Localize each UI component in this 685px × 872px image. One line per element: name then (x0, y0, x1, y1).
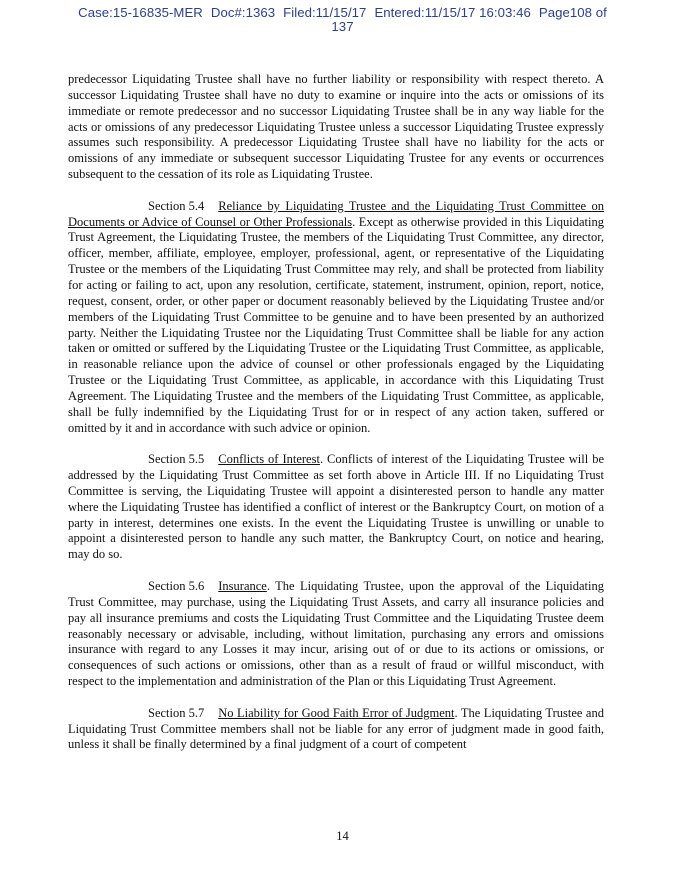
section-text: . The Liquidating Trustee, upon the approval of the Liquidating Trust Committee, may purchase, using the Liquidating Trust Assets, and carry all insurance policies and pay all insurance premiums and costs the Liquidating Trust Committee and the Liquidating Trustee deem reasonably necessary or advisable, including, without limitation, purchasing any errors and omissions insurance with regard to any Losses it may incur, arising out of or due to its actions or omissions, or consequences of such actions or omissions, other than as a result of fraud or willful misconduct, with respect to the implementation and administration of the Plan or this Liquidating Trust Agreement. (68, 579, 604, 689)
continuation-paragraph: predecessor Liquidating Trustee shall have no further liability or responsibility with respect thereto. A successor Liquidating Trustee shall have no duty to examine or inquire into the acts or omissions of its immediate or remote predecessor and no successor Liquidating Trustee shall be in any way liable for the acts or omissions of any predecessor Liquidating Trustee unless a successor Liquidating Trustee expressly assumes such responsibility. A predecessor Liquidating Trustee shall have no liability for the acts or omissions of any immediate or subsequent successor Liquidating Trustee for any events or occurrences subsequent to the cessation of its role as Liquidating Trustee. (68, 72, 604, 182)
case-number: Case:15-16835-MER (78, 5, 203, 20)
entered-timestamp: Entered:11/15/17 16:03:46 (374, 5, 531, 20)
section-number: Section 5.4 (148, 198, 205, 213)
section-5-6 (68, 579, 604, 690)
document-number: Doc#:1363 (210, 5, 276, 20)
section-heading: No Liability for Good Faith Error of Judgment (218, 705, 455, 720)
section-text: . Conflicts of interest of the Liquidating Trustee will be addressed by the Liquidating Trust Committee as set forth above in Article III. If no Liquidating Trust Committee is serving, the Liquidating Trustee will appoint a disinterested person to handle any matter where the Liquidating Trustee has identified a conflict of interest or the Bankruptcy Court, on motion of a party in interest, determines one exists. In the event the Liquidating Trustee is unwilling or unable to appoint a disinterested person to handle any such matter, the Bankruptcy Court, on notice and hearing, may do so. (68, 452, 604, 562)
section-number: Section 5.6 (148, 579, 205, 593)
section-number: Section 5.7 (148, 705, 205, 720)
section-text: . The Liquidating Trustee and Liquidating Trust Committee members shall not be liable for any error of judgment made in good faith, unless it shall be finally determined by a final judgment of a court of competent (68, 705, 604, 752)
page-number: 14 (336, 829, 349, 843)
document-body (68, 72, 604, 769)
filing-stamp-line (0, 6, 685, 20)
court-filing-header (0, 6, 685, 34)
page-prefix: Page108 of (538, 5, 607, 20)
section-heading: Insurance (218, 579, 267, 593)
section-number: Section 5.5 (148, 452, 205, 467)
page-total: 137 (331, 19, 354, 34)
section-heading: Conflicts of Interest (218, 452, 320, 467)
section-5-7 (68, 706, 604, 754)
section-text: . Except as otherwise provided in this Liquidating Trust Agreement, the Liquidating Trustee, the members of the Liquidating Trust Committee, any director, officer, member, affiliate, employee, employer, professional, agent, or representative of the Liquidating Trustee or the members of the Liquidating Trust Committee may rely, and shall be protected from liability for acting or failing to act, upon any resolution, certificate, statement, instrument, opinion, report, notice, request, consent, order, or other paper or document reasonably believed by the Liquidating Trustee and/or members of the Liquidating Trust Committee to be genuine and to have been presented by an authorized party. Neither the Liquidating Trustee nor the Liquidating Trust Committee shall be liable for any action taken or omitted or suffered by the Liquidating Trustee or the Liquidating Trust Committee, as applicable, in reasonable reliance upon the advice of counsel or other professionals engaged by the Liquidating Trustee or the Liquidating Trust Committee, as applicable, in accordance with this Liquidating Trust Agreement. The Liquidating Trustee and the members of the Liquidating Trust Committee, as applicable, shall be fully indemnified by the Liquidating Trust for or in respect of any action taken, suffered or omitted by it and in accordance with such advice or opinion. (68, 214, 604, 435)
section-5-4 (68, 199, 604, 437)
filed-date: Filed:11/15/17 (283, 5, 367, 20)
section-heading: Reliance by Liquidating Trustee and the Liquidating Trust Committee on Documents or Advice of Counsel or Other Professionals (68, 198, 604, 229)
section-5-5 (68, 452, 604, 563)
